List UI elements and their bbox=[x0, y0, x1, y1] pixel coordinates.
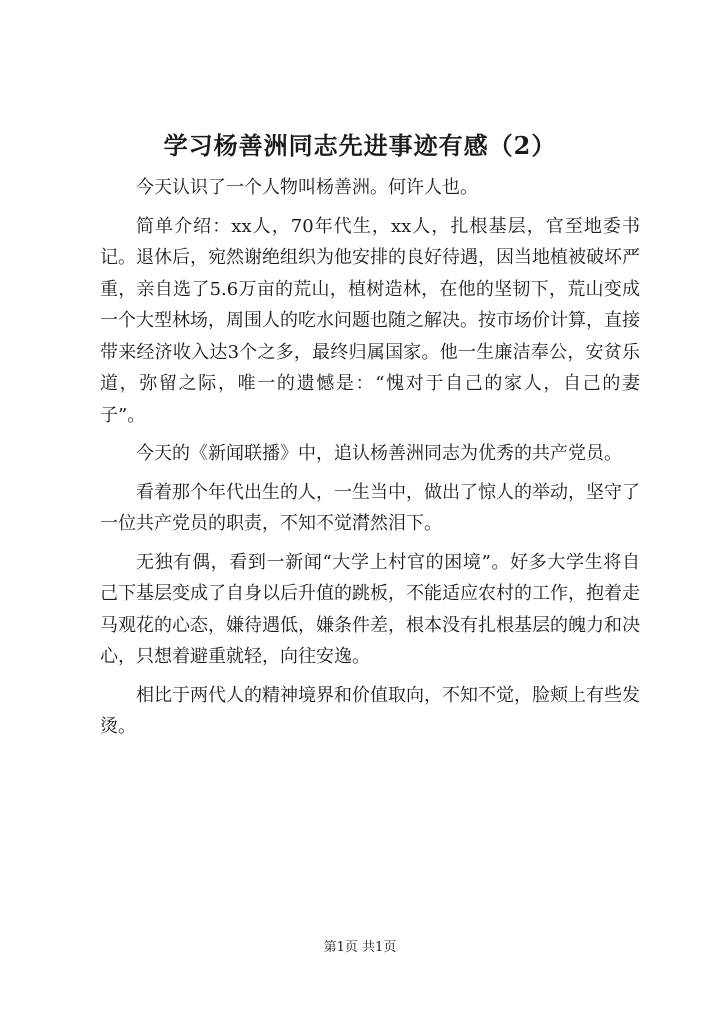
page-number-footer: 第1页 共1页 bbox=[323, 940, 397, 955]
paragraph-5: 无独有偶，看到一新闻“大学上村官的困境”。好多大学生将自己下基层变成了自身以后升值的跳板，不能适应农村的工作，抱着走马观花的心态，嫌待遇低，嫌条件差，根本没有扎根基层的魄力和决心，只想着避重就轻，向往安逸。 bbox=[100, 551, 640, 667]
paragraph-1: 今天认识了一个人物叫杨善洲。何许人也。 bbox=[136, 177, 478, 198]
paragraph-3: 今天的《新闻联播》中，追认杨善洲同志为优秀的共产党员。 bbox=[136, 443, 622, 464]
document-body bbox=[100, 172, 640, 750]
document-title: 学习杨善洲同志先进事迹有感（2） bbox=[163, 131, 557, 160]
paragraph-6: 相比于两代人的精神境界和价值取向，不知不觉，脸颊上有些发烫。 bbox=[100, 684, 640, 737]
paragraph-4: 看着那个年代出生的人，一生当中，做出了惊人的举动，坚守了一位共产党员的职责，不知不觉潸然泪下。 bbox=[100, 481, 640, 534]
paragraph-2: 简单介绍：xx人，70年代生，xx人，扎根基层，官至地委书记。退休后，宛然谢绝组织为他安排的良好待遇，因当地植被破坏严重，亲自选了5.6万亩的荒山，植树造林，在他的坚韧下，荒山变成一个大型林场，周围人的吃水问题也随之解决。按市场价计算，直接带来经济收入达3个之多，最终归属国家。他一生廉洁奉公，安贫乐道，弥留之际，唯一的遗憾是：“愧对于自己的家人，自己的妻子”。 bbox=[100, 215, 640, 426]
